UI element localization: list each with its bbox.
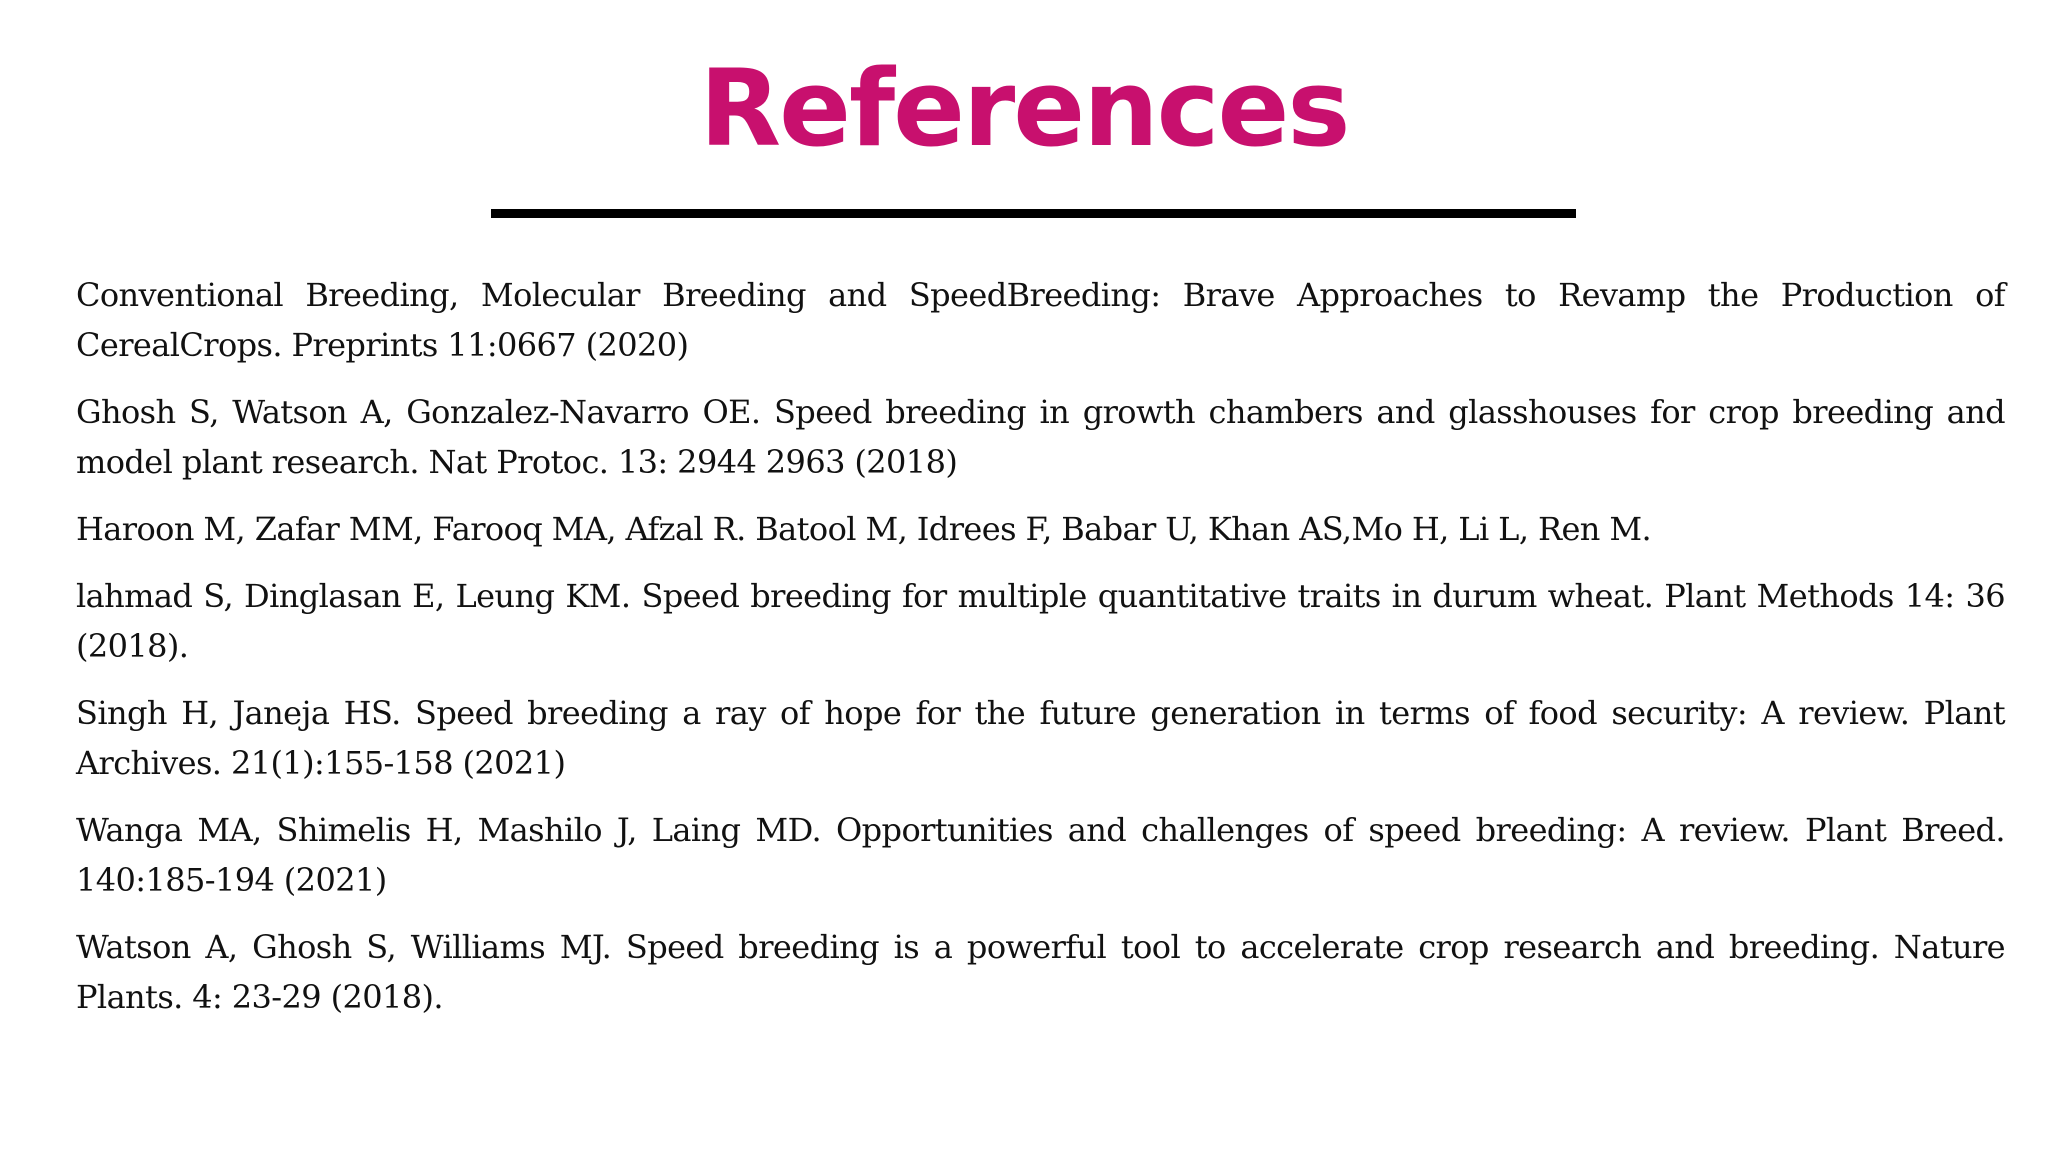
reference-item: Singh H, Janeja HS. Speed breeding a ray of hope for the future generation in terms of food security: A review. Plant Archives. 21(1):155-158 (2021): [76, 694, 2005, 782]
reference-item: Watson A, Ghosh S, Williams MJ. Speed breeding is a powerful tool to accelerate crop research and breeding. Nature Plants. 4: 23-29 (2018).: [76, 928, 2005, 1016]
reference-item: Ghosh S, Watson A, Gonzalez-Navarro OE. Speed breeding in growth chambers and glasshouses for crop breeding and model plant research. Nat Protoc. 13: 2944 2963 (2018): [76, 393, 2005, 481]
reference-item: Wanga MA, Shimelis H, Mashilo J, Laing MD. Opportunities and challenges of speed breeding: A review. Plant Breed. 140:185-194 (2021): [76, 811, 2005, 899]
reference-list: [76, 270, 2005, 1039]
reference-item: Conventional Breeding, Molecular Breeding and SpeedBreeding: Brave Approaches to Revamp the Production of CerealCrops. Preprints 11:0667 (2020): [76, 276, 2005, 364]
reference-item: lahmad S, Dinglasan E, Leung KM. Speed breeding for multiple quantitative traits in durum wheat. Plant Methods 14: 36 (2018).: [76, 577, 2005, 665]
reference-item: Haroon M, Zafar MM, Farooq MA, Afzal R. Batool M, Idrees F, Babar U, Khan AS,Mo H, Li L, Ren M.: [76, 510, 1652, 548]
slide-title: References: [699, 47, 1349, 170]
title-divider: [491, 209, 1576, 218]
